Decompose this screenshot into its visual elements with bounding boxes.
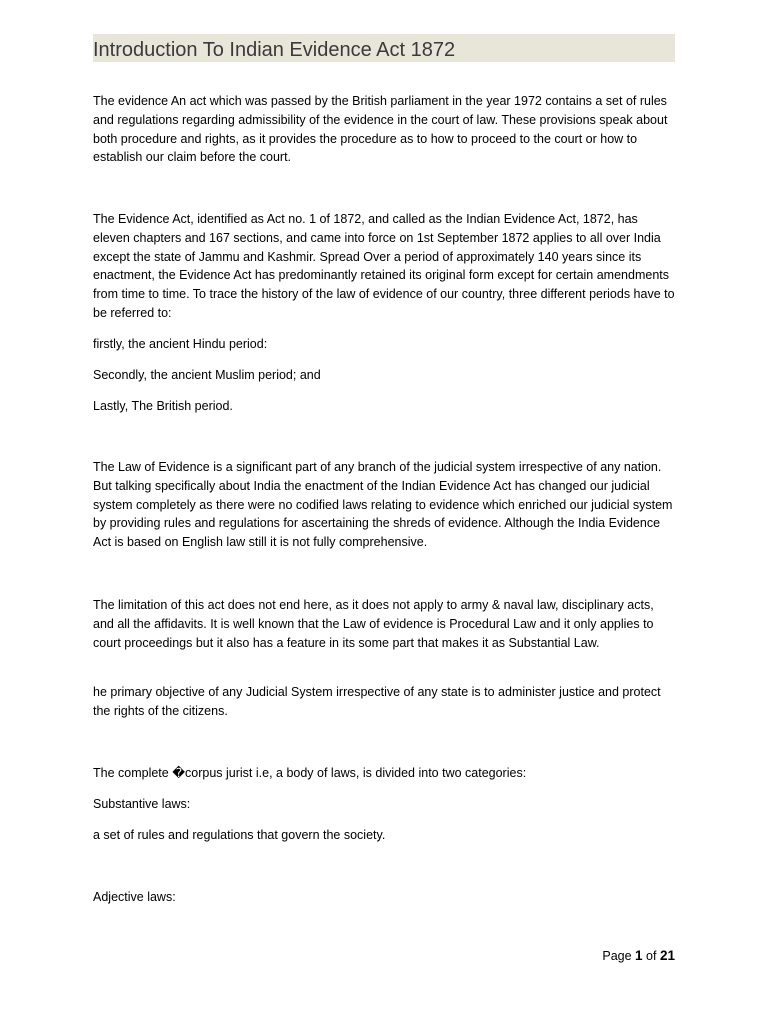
current-page-number: 1 (635, 948, 643, 963)
document-title: Introduction To Indian Evidence Act 1872 (93, 39, 456, 61)
paragraph-2: The Evidence Act, identified as Act no. 1 of 1872, and called as the Indian Evidence Act, 1872, has eleven chapters and 167 sections, and came into force on 1st September 1872 applies to all over India except the state of Jammu and Kashmir. Spread Over a period of approximately 140 years since its enactment, the Evidence Act has predominantly retained its original form except for certain amendments from time to time. To trace the history of the law of evidence of our country, three different periods have to be referred to: (93, 212, 675, 320)
title-banner (93, 34, 675, 62)
total-pages-number: 21 (659, 948, 675, 963)
paragraph-11: a set of rules and regulations that govern the society. (93, 828, 386, 842)
paragraph-9: The complete �corpus jurist i.e, a body of laws, is divided into two categories: (93, 766, 527, 780)
paragraph-10: Substantive laws: (93, 797, 191, 811)
paragraph-5: Lastly, The British period. (93, 399, 233, 413)
paragraph-12: Adjective laws: (93, 890, 176, 904)
paragraph-3: firstly, the ancient Hindu period: (93, 337, 268, 351)
paragraph-1: The evidence An act which was passed by the British parliament in the year 1972 contains a set of rules and regulations regarding admissibility of the evidence in the court of law. These provisions speak about both procedure and rights, as it provides the procedure as to how to proceed to the court or how to establish our claim before the court. (93, 94, 668, 165)
paragraph-8: he primary objective of any Judicial System irrespective of any state is to administer justice and protect the rights of the citizens. (93, 685, 661, 718)
of-label: of (646, 949, 657, 963)
paragraph-7: The limitation of this act does not end here, as it does not apply to army & naval law, disciplinary acts, and all the affidavits. It is well known that the Law of evidence is Procedural Law and it only applies to court proceedings but it also has a feature in its some part that makes it as Substantial Law. (93, 598, 654, 650)
paragraph-6: The Law of Evidence is a significant part of any branch of the judicial system irrespective of any nation. But talking specifically about India the enactment of the Indian Evidence Act has changed our judicial system completely as there were no codified laws relating to evidence which enriched our judicial system by providing rules and regulations for ascertaining the shreds of evidence. Although the India Evidence Act is based on English law still it is not fully comprehensive. (93, 460, 673, 550)
paragraph-4: Secondly, the ancient Muslim period; and (93, 368, 321, 382)
page-number-footer (602, 947, 675, 965)
page-label: Page (602, 949, 632, 963)
